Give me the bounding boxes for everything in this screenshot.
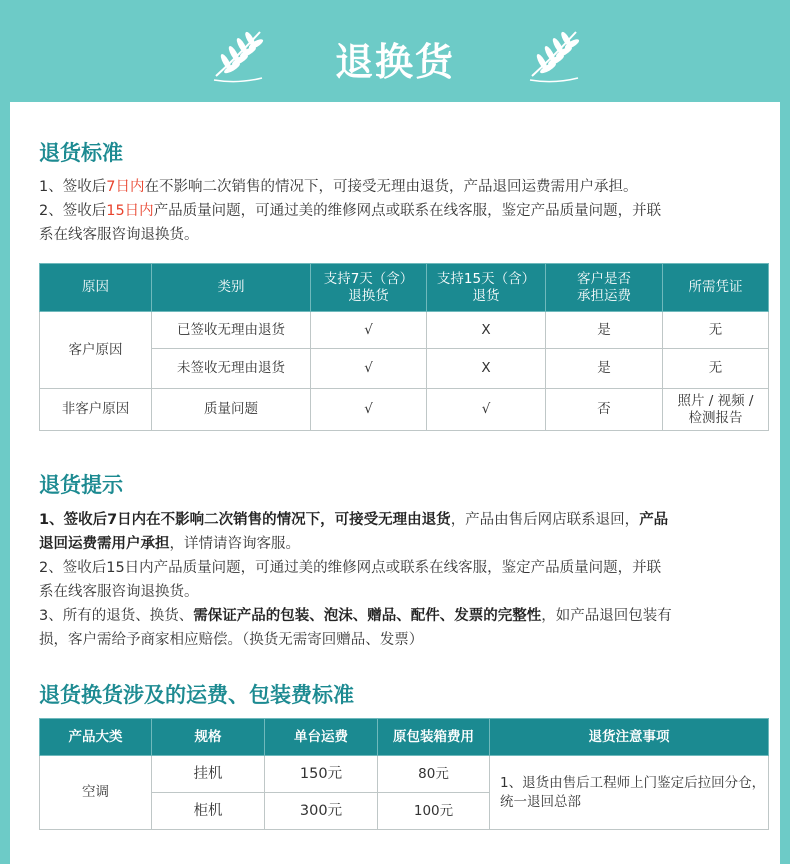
- highlight-7-days: 7日内: [106, 179, 145, 195]
- bold-text: 产品: [639, 512, 669, 528]
- col-header-category: 类别: [152, 264, 311, 312]
- col-header-reason: 原因: [40, 264, 152, 312]
- cell-category: 已签收无理由退货: [152, 312, 311, 349]
- col-header-notes: 退货注意事项: [490, 719, 769, 756]
- cell-proof: 照片 / 视频 / 检测报告: [663, 389, 769, 431]
- bold-text: 1、签收后7日内在不影响二次销售的情况下，可接受无理由退货: [39, 512, 451, 528]
- cell-box-fee: 100元: [378, 793, 490, 830]
- col-header-7-days: 支持7天（含） 退换货: [311, 264, 427, 312]
- cell-proof: 无: [663, 349, 769, 389]
- content-card: [10, 102, 780, 864]
- cell-reason: 客户原因: [40, 312, 152, 389]
- section-title-return-tips: 退货提示: [39, 473, 123, 497]
- cell-fee: 是: [546, 349, 663, 389]
- cell-proof: 无: [663, 312, 769, 349]
- table-row: [40, 312, 769, 349]
- cell-7-days: √: [311, 312, 427, 349]
- col-header-15-days: 支持15天（含） 退货: [427, 264, 546, 312]
- bold-text: 退回运费需用户承担: [39, 536, 170, 552]
- text: 2、签收后15日内产品质量问题，可通过美的维修网点或联系在线客服，鉴定产品质量问题，并联: [39, 560, 662, 576]
- bold-text: 需保证产品的包装、泡沫、赠品、配件、发票的完整性: [193, 608, 542, 624]
- page-title: 退换货: [334, 40, 455, 84]
- table-header-row: [40, 264, 769, 312]
- cell-notes: 1、退货由售后工程师上门鉴定后拉回分仓， 统一退回总部: [490, 756, 769, 830]
- col-header-fee: 客户是否 承担运费: [546, 264, 663, 312]
- cell-reason: 非客户原因: [40, 389, 152, 431]
- cell-7-days: √: [311, 349, 427, 389]
- section-title-return-standard: 退货标准: [39, 141, 123, 165]
- cell-fee: 否: [546, 389, 663, 431]
- cell-freight: 150元: [265, 756, 378, 793]
- col-header-spec: 规格: [152, 719, 265, 756]
- text: 3、所有的退货、换货、: [39, 608, 194, 624]
- col-header-proof: 所需凭证: [663, 264, 769, 312]
- cell-category: 质量问题: [152, 389, 311, 431]
- cell-category: 未签收无理由退货: [152, 349, 311, 389]
- text: ，如产品退回包装有: [541, 608, 672, 624]
- cell-category: 空调: [40, 756, 152, 830]
- table-row: [40, 756, 769, 793]
- text: 损，客户需给予商家相应赔偿。（换货无需寄回赠品、发票）: [39, 632, 424, 648]
- cell-box-fee: 80元: [378, 756, 490, 793]
- return-tips-text: [39, 508, 759, 652]
- cell-15-days: √: [427, 389, 546, 431]
- col-header-product-category: 产品大类: [40, 719, 152, 756]
- highlight-15-days: 15日内: [106, 203, 154, 219]
- cell-7-days: √: [311, 389, 427, 431]
- text: ，产品由售后网店联系退回，: [450, 512, 640, 528]
- leaf-sprig-icon: [526, 26, 582, 84]
- text: 1、签收后: [39, 179, 107, 195]
- text: 2、签收后: [39, 203, 107, 219]
- cell-spec: 挂机: [152, 756, 265, 793]
- text: 在不影响二次销售的情况下，可接受无理由退货，产品退回运费需用户承担。: [144, 179, 638, 195]
- table-header-row: [40, 719, 769, 756]
- cell-15-days: X: [427, 312, 546, 349]
- return-standard-text: [39, 175, 759, 247]
- text: ，详情请咨询客服。: [169, 536, 300, 552]
- return-policy-table: [39, 263, 769, 431]
- section-title-fee-standard: 退货换货涉及的运费、包装费标准: [39, 683, 354, 707]
- table-row: [40, 389, 769, 431]
- cell-fee: 是: [546, 312, 663, 349]
- cell-15-days: X: [427, 349, 546, 389]
- cell-spec: 柜机: [152, 793, 265, 830]
- text: 系在线客服咨询退换货。: [39, 584, 199, 600]
- text: 产品质量问题，可通过美的维修网点或联系在线客服，鉴定产品质量问题，并联: [153, 203, 662, 219]
- cell-freight: 300元: [265, 793, 378, 830]
- col-header-freight: 单台运费: [265, 719, 378, 756]
- col-header-box-fee: 原包装箱费用: [378, 719, 490, 756]
- text: 系在线客服咨询退换货。: [39, 227, 199, 243]
- fee-table: [39, 718, 769, 830]
